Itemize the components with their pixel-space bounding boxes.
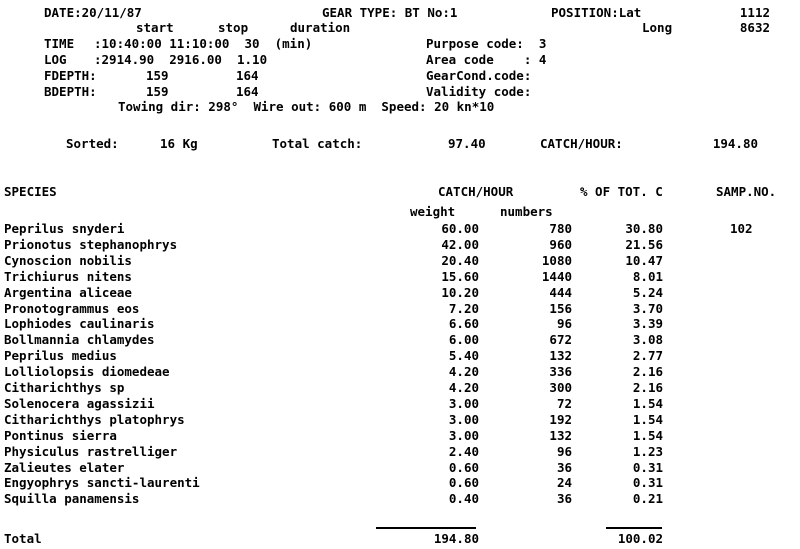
catch-hour-label: CATCH/HOUR: [540,136,623,151]
catch-numbers: 444 [549,285,572,300]
catch-numbers: 24 [556,475,572,490]
percent-of-total: 1.54 [632,396,663,411]
gear-type-field: GEAR TYPE: BT No:1 [322,5,458,20]
percent-of-total: 5.24 [632,285,663,300]
catch-numbers: 192 [549,412,572,427]
catch-hour-value: 194.80 [712,136,758,151]
pct-total-header: % OF TOT. C [580,184,663,199]
species-header: SPECIES [4,184,57,199]
percent-of-total: 3.39 [632,316,663,331]
percent-of-total: 1.54 [632,412,663,427]
percent-of-total: 21.56 [625,237,663,252]
position-label: POSITION:Lat [551,5,642,20]
species-name: Argentina aliceae [4,285,132,300]
species-name: Peprilus medius [4,348,117,363]
catch-numbers: 96 [556,444,572,459]
area-code-field: Area code : 4 [426,52,547,67]
sample-number: 102 [730,221,753,236]
catch-weight: 4.20 [448,364,479,379]
percent-of-total: 1.23 [632,444,663,459]
total-label: Total [4,531,42,546]
sorted-value: 16 Kg [160,136,198,151]
stop-column-label: stop [218,20,249,35]
total-catch-value: 97.40 [448,136,486,151]
catch-weight: 0.60 [448,475,479,490]
percent-of-total: 2.16 [632,364,663,379]
catch-numbers: 156 [549,301,572,316]
percent-of-total: 0.31 [632,460,663,475]
percent-of-total: 3.70 [632,301,663,316]
catch-numbers: 36 [556,460,572,475]
duration-column-label: duration [290,20,351,35]
species-name: Citharichthys sp [4,380,125,395]
catch-weight: 10.20 [441,285,479,300]
catch-numbers: 72 [556,396,572,411]
percent-of-total: 2.77 [632,348,663,363]
percent-of-total: 0.31 [632,475,663,490]
time-values: :10:40:00 11:10:00 30 (min) [94,36,313,51]
catch-numbers: 132 [549,348,572,363]
species-name: Citharichthys platophrys [4,412,185,427]
species-name: Cynoscion nobilis [4,253,132,268]
catch-numbers: 300 [549,380,572,395]
sorted-label: Sorted: [66,136,119,151]
catch-hour-header: CATCH/HOUR [438,184,514,199]
weight-subheader: weight [410,204,456,219]
catch-numbers: 1080 [541,253,572,268]
fdepth-stop: 164 [236,68,259,83]
fdepth-start: 159 [146,68,169,83]
percent-of-total: 10.47 [625,253,663,268]
catch-weight: 7.20 [448,301,479,316]
catch-weight: 2.40 [448,444,479,459]
towing-line: Towing dir: 298° Wire out: 600 m Speed: 20 kn*10 [118,99,495,114]
catch-numbers: 672 [549,332,572,347]
species-name: Engyophrys sancti-laurenti [4,475,200,490]
species-name: Pronotogrammus eos [4,301,140,316]
catch-weight: 3.00 [448,396,479,411]
bdepth-label: BDEPTH: [44,84,97,99]
species-name: Squilla panamensis [4,491,140,506]
date-field: DATE:20/11/87 [44,5,142,20]
log-label: LOG [44,52,67,67]
catch-weight: 0.60 [448,460,479,475]
catch-weight: 60.00 [441,221,479,236]
catch-weight: 4.20 [448,380,479,395]
catch-weight: 15.60 [441,269,479,284]
catch-weight: 6.00 [448,332,479,347]
total-catch-label: Total catch: [272,136,363,151]
weight-total-rule [376,527,476,529]
catch-numbers: 96 [556,316,572,331]
species-name: Physiculus rastrelliger [4,444,178,459]
species-name: Peprilus snyderi [4,221,125,236]
percent-of-total: 1.54 [632,428,663,443]
percent-of-total: 30.80 [625,221,663,236]
percent-of-total: 0.21 [632,491,663,506]
species-name: Zalieutes elater [4,460,125,475]
sample-number-header: SAMP.NO. [716,184,777,199]
catch-weight: 3.00 [448,412,479,427]
longitude-value: 8632 [739,20,770,35]
catch-numbers: 780 [549,221,572,236]
catch-weight: 20.40 [441,253,479,268]
catch-numbers: 336 [549,364,572,379]
start-column-label: start [136,20,174,35]
catch-weight: 0.40 [448,491,479,506]
species-name: Trichiurus nitens [4,269,132,284]
species-name: Pontinus sierra [4,428,117,443]
total-weight: 194.80 [433,531,479,546]
validity-code-field: Validity code: [426,84,532,99]
percent-of-total: 3.08 [632,332,663,347]
total-percent: 100.02 [617,531,663,546]
species-name: Lophiodes caulinaris [4,316,155,331]
species-name: Bollmannia chlamydes [4,332,155,347]
species-name: Solenocera agassizii [4,396,155,411]
longitude-label: Long [642,20,673,35]
bdepth-stop: 164 [236,84,259,99]
bdepth-start: 159 [146,84,169,99]
gearcond-code-field: GearCond.code: [426,68,532,83]
catch-weight: 42.00 [441,237,479,252]
catch-numbers: 1440 [541,269,572,284]
latitude-value: 1112 [739,5,770,20]
numbers-subheader: numbers [500,204,553,219]
catch-numbers: 960 [549,237,572,252]
percent-of-total: 2.16 [632,380,663,395]
catch-numbers: 132 [549,428,572,443]
catch-weight: 5.40 [448,348,479,363]
catch-weight: 3.00 [448,428,479,443]
catch-numbers: 36 [556,491,572,506]
purpose-code-field: Purpose code: 3 [426,36,547,51]
log-values: :2914.90 2916.00 1.10 [94,52,268,67]
pct-total-rule [606,527,662,529]
catch-weight: 6.60 [448,316,479,331]
species-name: Prionotus stephanophrys [4,237,178,252]
species-name: Lolliolopsis diomedeae [4,364,170,379]
time-label: TIME [44,36,75,51]
percent-of-total: 8.01 [632,269,663,284]
fdepth-label: FDEPTH: [44,68,97,83]
